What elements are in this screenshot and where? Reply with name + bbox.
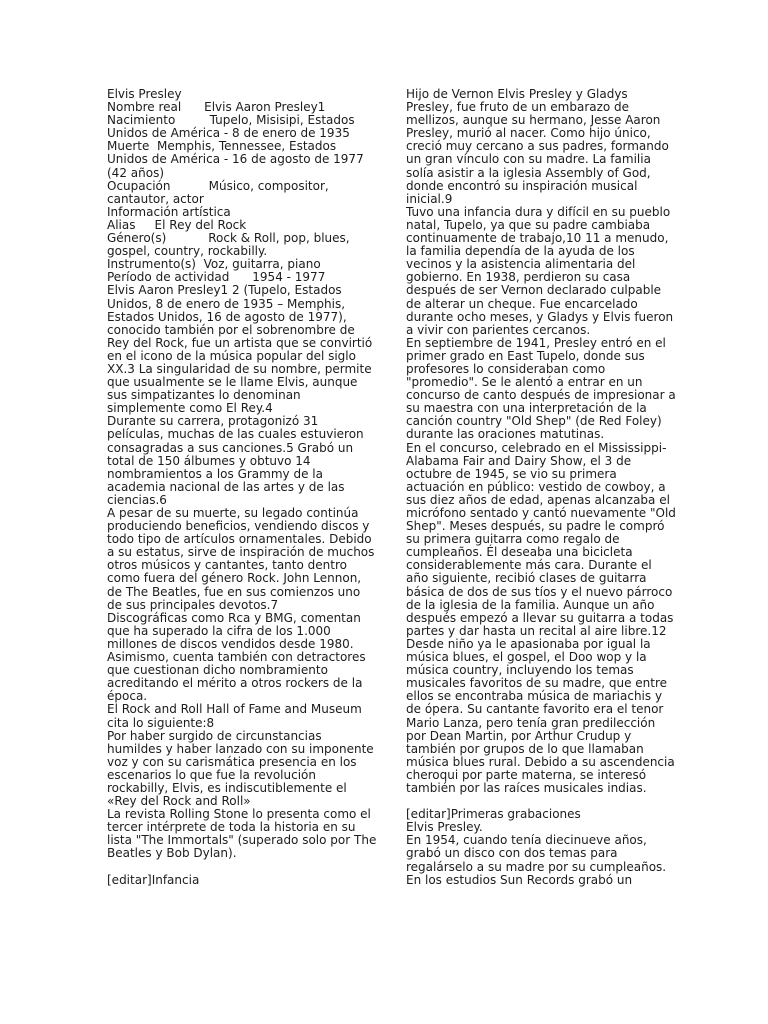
text-line: En septiembre de 1941, Presley entró en el bbox=[406, 335, 666, 350]
text-line: acreditando el mérito a otros rockers de la bbox=[107, 676, 363, 691]
text-line: considerablemente más cara. Durante el bbox=[406, 558, 652, 573]
text-line: Por haber surgido de circunstancias bbox=[107, 728, 322, 743]
text-line: Alias El Rey del Rock bbox=[107, 217, 247, 232]
text-line: "promedio". Se le alentó a entrar en un bbox=[406, 375, 643, 390]
text-line: Unidos, 8 de enero de 1935 – Memphis, bbox=[107, 296, 346, 311]
right-text-column bbox=[406, 87, 676, 887]
text-line: ellos se encontraba música de mariachis y bbox=[406, 689, 663, 704]
text-line: donde encontró su inspiración musical bbox=[406, 178, 638, 193]
text-line: nombramientos a los Grammy de la bbox=[107, 466, 323, 481]
text-line: su maestra con una interpretación de la bbox=[406, 401, 647, 416]
text-line: Nacimiento Tupelo, Misisipi, Estados bbox=[107, 113, 355, 128]
text-line: Discográficas como Rca y BMG, comentan bbox=[107, 610, 361, 625]
text-line: concurso de canto después de impresionar a bbox=[406, 388, 676, 403]
text-line: La revista Rolling Stone lo presenta como el bbox=[107, 807, 371, 822]
text-line: de The Beatles, fue en sus comienzos uno bbox=[107, 584, 361, 599]
text-line: Presley, fue fruto de un embarazo de bbox=[406, 100, 630, 115]
text-line: de la iglesia de la familia. Aunque un año bbox=[406, 597, 655, 612]
text-line: Elvis Presley bbox=[107, 87, 182, 101]
text-line: gobierno. En 1938, perdieron su casa bbox=[406, 270, 631, 285]
text-line: Ocupación Músico, compositor, bbox=[107, 178, 329, 193]
text-line: Elvis Aaron Presley1 2 (Tupelo, Estados bbox=[107, 283, 342, 298]
text-line: películas, muchas de las cuales estuvieron bbox=[107, 427, 364, 442]
text-line: regalárselo a su madre por su cumpleaños. bbox=[406, 859, 667, 874]
text-line: año siguiente, recibió clases de guitarra bbox=[406, 571, 647, 586]
text-line: micrófono sentado y cantó nuevamente "Old bbox=[406, 506, 676, 520]
text-line: Género(s) Rock & Roll, pop, blues, bbox=[107, 231, 350, 246]
text-line: Nombre real Elvis Aaron Presley1 bbox=[107, 100, 326, 115]
text-line: que ha superado la cifra de los 1.000 bbox=[107, 623, 331, 638]
text-line: cantautor, actor bbox=[107, 191, 204, 206]
text-line: también por las raíces musicales indias. bbox=[406, 780, 647, 795]
text-line: su primera guitarra como regalo de bbox=[406, 532, 620, 547]
text-line: un gran vínculo con su madre. La familia bbox=[406, 152, 651, 167]
text-line: música blues rural. Debido a su ascendencia bbox=[406, 754, 675, 769]
text-line: humildes y haber lanzado con su imponente bbox=[107, 741, 374, 756]
left-text-column bbox=[107, 87, 377, 887]
text-line: academia nacional de las artes y de las bbox=[107, 479, 345, 494]
text-line: conocido también por el sobrenombre de bbox=[107, 322, 355, 337]
text-line: creció muy cercano a sus padres, formando bbox=[406, 139, 669, 154]
text-line: de alterar un cheque. Fue encarcelado bbox=[406, 296, 638, 311]
text-line: Período de actividad 1954 - 1977 bbox=[107, 270, 326, 285]
text-line: inicial.9 bbox=[406, 191, 453, 206]
text-line: «Rey del Rock and Roll» bbox=[107, 794, 251, 809]
text-line: natal, Tupelo, ya que su padre cambiaba bbox=[406, 217, 651, 232]
text-line: Asimismo, cuenta también con detractores bbox=[107, 650, 366, 665]
text-line: Rey del Rock, fue un artista que se convirtió bbox=[107, 335, 373, 350]
text-line: Tuvo una infancia dura y difícil en su pueblo bbox=[406, 204, 671, 219]
text-line: que usualmente se le llame Elvis, aunque bbox=[107, 375, 358, 390]
text-line: mellizos, aunque su hermano, Jesse Aaron bbox=[406, 113, 661, 128]
text-line: sus simpatizantes lo denominan bbox=[107, 388, 301, 403]
text-line: continuamente de trabajo,10 11 a menudo, bbox=[406, 231, 669, 246]
text-line: Muerte Memphis, Tennessee, Estados bbox=[107, 139, 337, 154]
text-line: la familia dependía de la ayuda de los bbox=[406, 244, 635, 259]
text-line: octubre de 1945, se vio su primera bbox=[406, 466, 617, 481]
text-line: voz y con su carismática presencia en los bbox=[107, 754, 357, 769]
text-line: tercer intérprete de toda la historia en su bbox=[107, 820, 356, 835]
text-line: En los estudios Sun Records grabó un bbox=[406, 872, 633, 887]
text-line: Hijo de Vernon Elvis Presley y Gladys bbox=[406, 87, 628, 101]
text-line: Durante su carrera, protagonizó 31 bbox=[107, 414, 319, 429]
text-line: XX.3 La singularidad de su nombre, permite bbox=[107, 361, 372, 376]
text-line: por Dean Martin, por Arthur Crudup y bbox=[406, 728, 632, 743]
text-line: Estados Unidos, 16 de agosto de 1977), bbox=[107, 309, 347, 324]
text-line: grabó un disco con dos temas para bbox=[406, 846, 618, 861]
text-line: durante las oraciones matutinas. bbox=[406, 427, 605, 442]
text-line: música country, incluyendo los temas bbox=[406, 663, 634, 678]
text-line: cita lo siguiente:8 bbox=[107, 715, 215, 730]
text-line: actuación en público: vestido de cowboy, a bbox=[406, 479, 666, 494]
text-line: básica de dos de sus tíos y el nuevo párroco bbox=[406, 584, 673, 599]
text-line: época. bbox=[107, 689, 148, 704]
text-line: durante ocho meses, y Gladys y Elvis fueron bbox=[406, 309, 674, 324]
text-line: Beatles y Bob Dylan). bbox=[107, 846, 237, 861]
text-line: En 1954, cuando tenía diecinueve años, bbox=[406, 833, 647, 848]
text-line: Información artística bbox=[107, 204, 231, 219]
text-line: [editar]Primeras grabaciones bbox=[406, 807, 581, 822]
text-line: Mario Lanza, pero tenía gran predilección bbox=[406, 715, 656, 730]
text-line: Shep". Meses después, su padre le compró bbox=[406, 519, 665, 534]
text-line: A pesar de su muerte, su legado continúa bbox=[107, 506, 359, 520]
text-line: produciendo beneficios, vendiendo discos y bbox=[107, 519, 370, 534]
text-line: Presley, murió al nacer. Como hijo único, bbox=[406, 126, 651, 141]
text-line: sus diez años de edad, apenas alcanzaba el bbox=[406, 492, 670, 507]
text-line: Alabama Fair and Dairy Show, el 3 de bbox=[406, 453, 632, 468]
text-line: en el icono de la música popular del siglo bbox=[107, 348, 356, 363]
text-line: después de ser Vernon declarado culpable bbox=[406, 283, 662, 298]
text-line: otros músicos y cantantes, tanto dentro bbox=[107, 558, 347, 573]
text-line: música blues, el gospel, el Doo wop y la bbox=[406, 650, 647, 665]
text-line: gospel, country, rockabilly. bbox=[107, 244, 268, 259]
text-line: vecinos y la asistencia alimentaria del bbox=[406, 257, 636, 272]
text-line: Elvis Presley. bbox=[406, 820, 483, 835]
text-line: que cuestionan dicho nombramiento bbox=[107, 663, 328, 678]
text-line: primer grado en East Tupelo, donde sus bbox=[406, 348, 645, 363]
text-line: de ópera. Su cantante favorito era el tenor bbox=[406, 702, 664, 717]
text-line: después empezó a llevar su guitarra a todas bbox=[406, 610, 674, 625]
text-line: simplemente como El Rey.4 bbox=[107, 401, 273, 416]
text-line: Unidos de América - 16 de agosto de 1977 bbox=[107, 152, 364, 167]
text-line: como fuera del género Rock. John Lennon, bbox=[107, 571, 362, 586]
text-line: a su estatus, sirve de inspiración de muchos bbox=[107, 545, 375, 560]
text-line: [editar]Infancia bbox=[107, 872, 200, 887]
text-line: (42 años) bbox=[107, 165, 164, 180]
text-line: rockabilly, Elvis, es indiscutiblemente el bbox=[107, 780, 347, 795]
text-line: En el concurso, celebrado en el Mississippi- bbox=[406, 440, 667, 455]
text-line: cumpleaños. Él deseaba una bicicleta bbox=[406, 545, 633, 560]
text-line: consagradas a sus canciones.5 Grabó un bbox=[107, 440, 354, 455]
text-line: canción country "Old Shep" (de Red Foley) bbox=[406, 414, 662, 429]
text-line: musicales favoritos de su madre, que entre bbox=[406, 676, 668, 691]
text-line: lista "The Immortals" (superado solo por The bbox=[107, 833, 377, 848]
text-line: cheroqui por parte materna, se interesó bbox=[406, 767, 647, 782]
text-line: Desde niño ya le apasionaba por igual la bbox=[406, 636, 651, 651]
text-line: solía asistir a la iglesia Assembly of God, bbox=[406, 165, 651, 180]
text-line: Unidos de América - 8 de enero de 1935 bbox=[107, 126, 350, 141]
text-line: a vivir con parientes cercanos. bbox=[406, 322, 591, 337]
text-line: también por grupos de lo que llamaban bbox=[406, 741, 644, 756]
text-line: escenarios lo que fue la revolución bbox=[107, 767, 317, 782]
text-line: todo tipo de artículos ornamentales. Debido bbox=[107, 532, 372, 547]
blank-line bbox=[107, 861, 372, 874]
text-line: de sus principales devotos.7 bbox=[107, 597, 279, 612]
text-line: profesores lo consideraban como bbox=[406, 361, 606, 376]
text-line: partes y dar hasta un recital al aire libre.12 bbox=[406, 623, 667, 638]
text-line: Instrumento(s) Voz, guitarra, piano bbox=[107, 257, 321, 272]
text-line: El Rock and Roll Hall of Fame and Museum bbox=[107, 702, 362, 717]
text-line: total de 150 álbumes y obtuvo 14 bbox=[107, 453, 311, 468]
text-line: millones de discos vendidos desde 1980. bbox=[107, 636, 354, 651]
text-line: ciencias.6 bbox=[107, 492, 167, 507]
